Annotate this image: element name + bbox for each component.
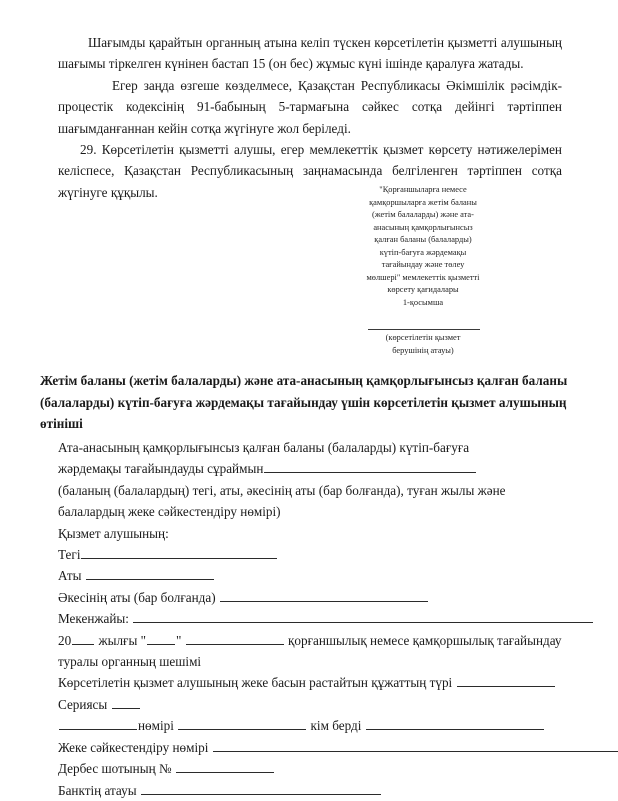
body-text-block [58, 32, 562, 203]
iin-row [58, 737, 568, 758]
child-details-input[interactable] [264, 459, 476, 473]
decision-year-word: жылғы [98, 632, 138, 648]
paragraph-pre-court-procedure: Егер заңда өзгеше көзделмесе, Қазақстан Республикасы Әкімшілік рәсімдік-процестік кодексінің 91-бабының 5-тармағына сәйкес сотқа дейінгі тәртіппен шағымданғаннан кейін сотқа жүгінуге жол беріледі. [58, 77, 562, 136]
application-form-block [58, 437, 568, 801]
bank-name-input[interactable] [141, 781, 381, 795]
appendix-caption-block [345, 184, 501, 309]
caption-line: тағайындау және төлеу [381, 260, 465, 269]
caption-line: берушінің атауы) [392, 345, 454, 355]
surname-label: Тегі [58, 547, 81, 563]
caption-line: (жетім балаларды) және ата- [372, 210, 474, 219]
iin-input[interactable] [213, 738, 618, 752]
request-line-2: жәрдемақы тағайындауды сұраймын [58, 461, 264, 477]
surname-field-row [58, 544, 568, 565]
document-number-row [58, 715, 568, 736]
decision-year-input[interactable] [72, 631, 94, 645]
caption-line: анасының қамқорлығынсыз [373, 222, 473, 232]
decision-year-prefix: 20 [58, 632, 72, 648]
decision-day-input[interactable] [147, 631, 175, 645]
address-label: Мекенжайы: [58, 611, 129, 627]
document-number-input[interactable] [178, 716, 306, 730]
request-statement [58, 437, 568, 480]
decision-middle-text: қорғаншылық немесе қамқоршылық тағайындау [287, 632, 562, 648]
name-input[interactable] [86, 566, 214, 580]
name-label: Аты [58, 568, 82, 584]
caption-line: (көрсетілетін қызмет [385, 333, 461, 342]
address-input[interactable] [133, 609, 593, 623]
number-label: нөмірі [138, 718, 174, 734]
decision-tail-text: туралы органның шешімі [58, 654, 202, 670]
guardianship-decision-row [58, 630, 568, 673]
request-line-1: Ата-анасының қамқорлығынсыз қалған баланы (балаларды) күтіп-бағуға [58, 440, 470, 455]
caption-line: қалған баланы (балаларды) [374, 235, 472, 244]
caption-line: көрсету қағидалары [387, 285, 459, 294]
paragraph-29-court-right: 29. Көрсетілетін қызметті алушы, егер мемлекеттік қызмет көрсету нәтижелерімен келіспесе, Қазақстан Республикасының заңнамасында белгіленген тәртіппен сотқа жүгінуге құқылы. [58, 142, 562, 200]
bank-name-row [58, 780, 568, 801]
address-field-row [58, 608, 568, 629]
identity-doc-label: Көрсетілетін қызмет алушының жеке басын растайтын құжаттың түрі [58, 675, 453, 691]
iin-label: Жеке сәйкестендіру нөмірі [58, 739, 209, 755]
caption-line: "Қорғаншыларға немесе [379, 185, 467, 194]
service-provider-signature-rule [368, 329, 480, 330]
bank-label: Банктің атауы [58, 782, 137, 798]
series-input[interactable] [112, 695, 140, 709]
caption-line: қамқоршыларға жетім баланы [369, 197, 477, 207]
form-title: Жетім баланы (жетім балаларды) және ата-анасының қамқорлығынсыз қалған баланы (балаларды) күтіп-бағуға жәрдемақы тағайындау үшін көрсетілетін қызмет алушының өтініші [40, 373, 568, 431]
identity-document-row [58, 672, 568, 693]
series-label: Сериясы [58, 696, 108, 712]
request-hint: (баланың (балалардың) тегі, аты, әкесінің аты (бар болғанда), туған жылы және балалардың жеке сәйкестендіру нөмірі) [58, 482, 506, 520]
decision-quote-open: " [140, 632, 146, 648]
decision-quote-close: " [176, 632, 182, 648]
name-field-row [58, 565, 568, 586]
issued-by-label: кім берді [310, 718, 362, 734]
series-row [58, 694, 568, 715]
service-provider-caption [345, 332, 501, 357]
caption-line: күтіп-бағуға жәрдемақы [379, 247, 467, 257]
patronymic-label: Әкесінің аты (бар болғанда) [58, 589, 216, 605]
personal-account-row [58, 758, 568, 779]
account-label: Дербес шотының № [58, 761, 172, 777]
caption-line: мөлшері" мемлекеттік қызметті [366, 272, 480, 282]
patronymic-field-row [58, 587, 568, 608]
decision-month-input[interactable] [186, 631, 284, 645]
caption-line: 1-қосымша [402, 297, 444, 307]
issued-by-input[interactable] [366, 716, 544, 730]
document-number-prefix-input[interactable] [59, 716, 137, 730]
recipient-section-label: Қызмет алушының: [58, 525, 169, 541]
paragraph-appeal-review: Шағымды қарайтын органның атына келіп түскен көрсетілетін қызметті алушының шағымы тіркелген күнінен бастап 15 (он бес) жұмыс күні ішінде қаралуға жатады. [58, 35, 562, 72]
identity-doc-input[interactable] [457, 673, 555, 687]
surname-input[interactable] [81, 545, 277, 559]
patronymic-input[interactable] [220, 588, 428, 602]
personal-account-input[interactable] [176, 759, 274, 773]
